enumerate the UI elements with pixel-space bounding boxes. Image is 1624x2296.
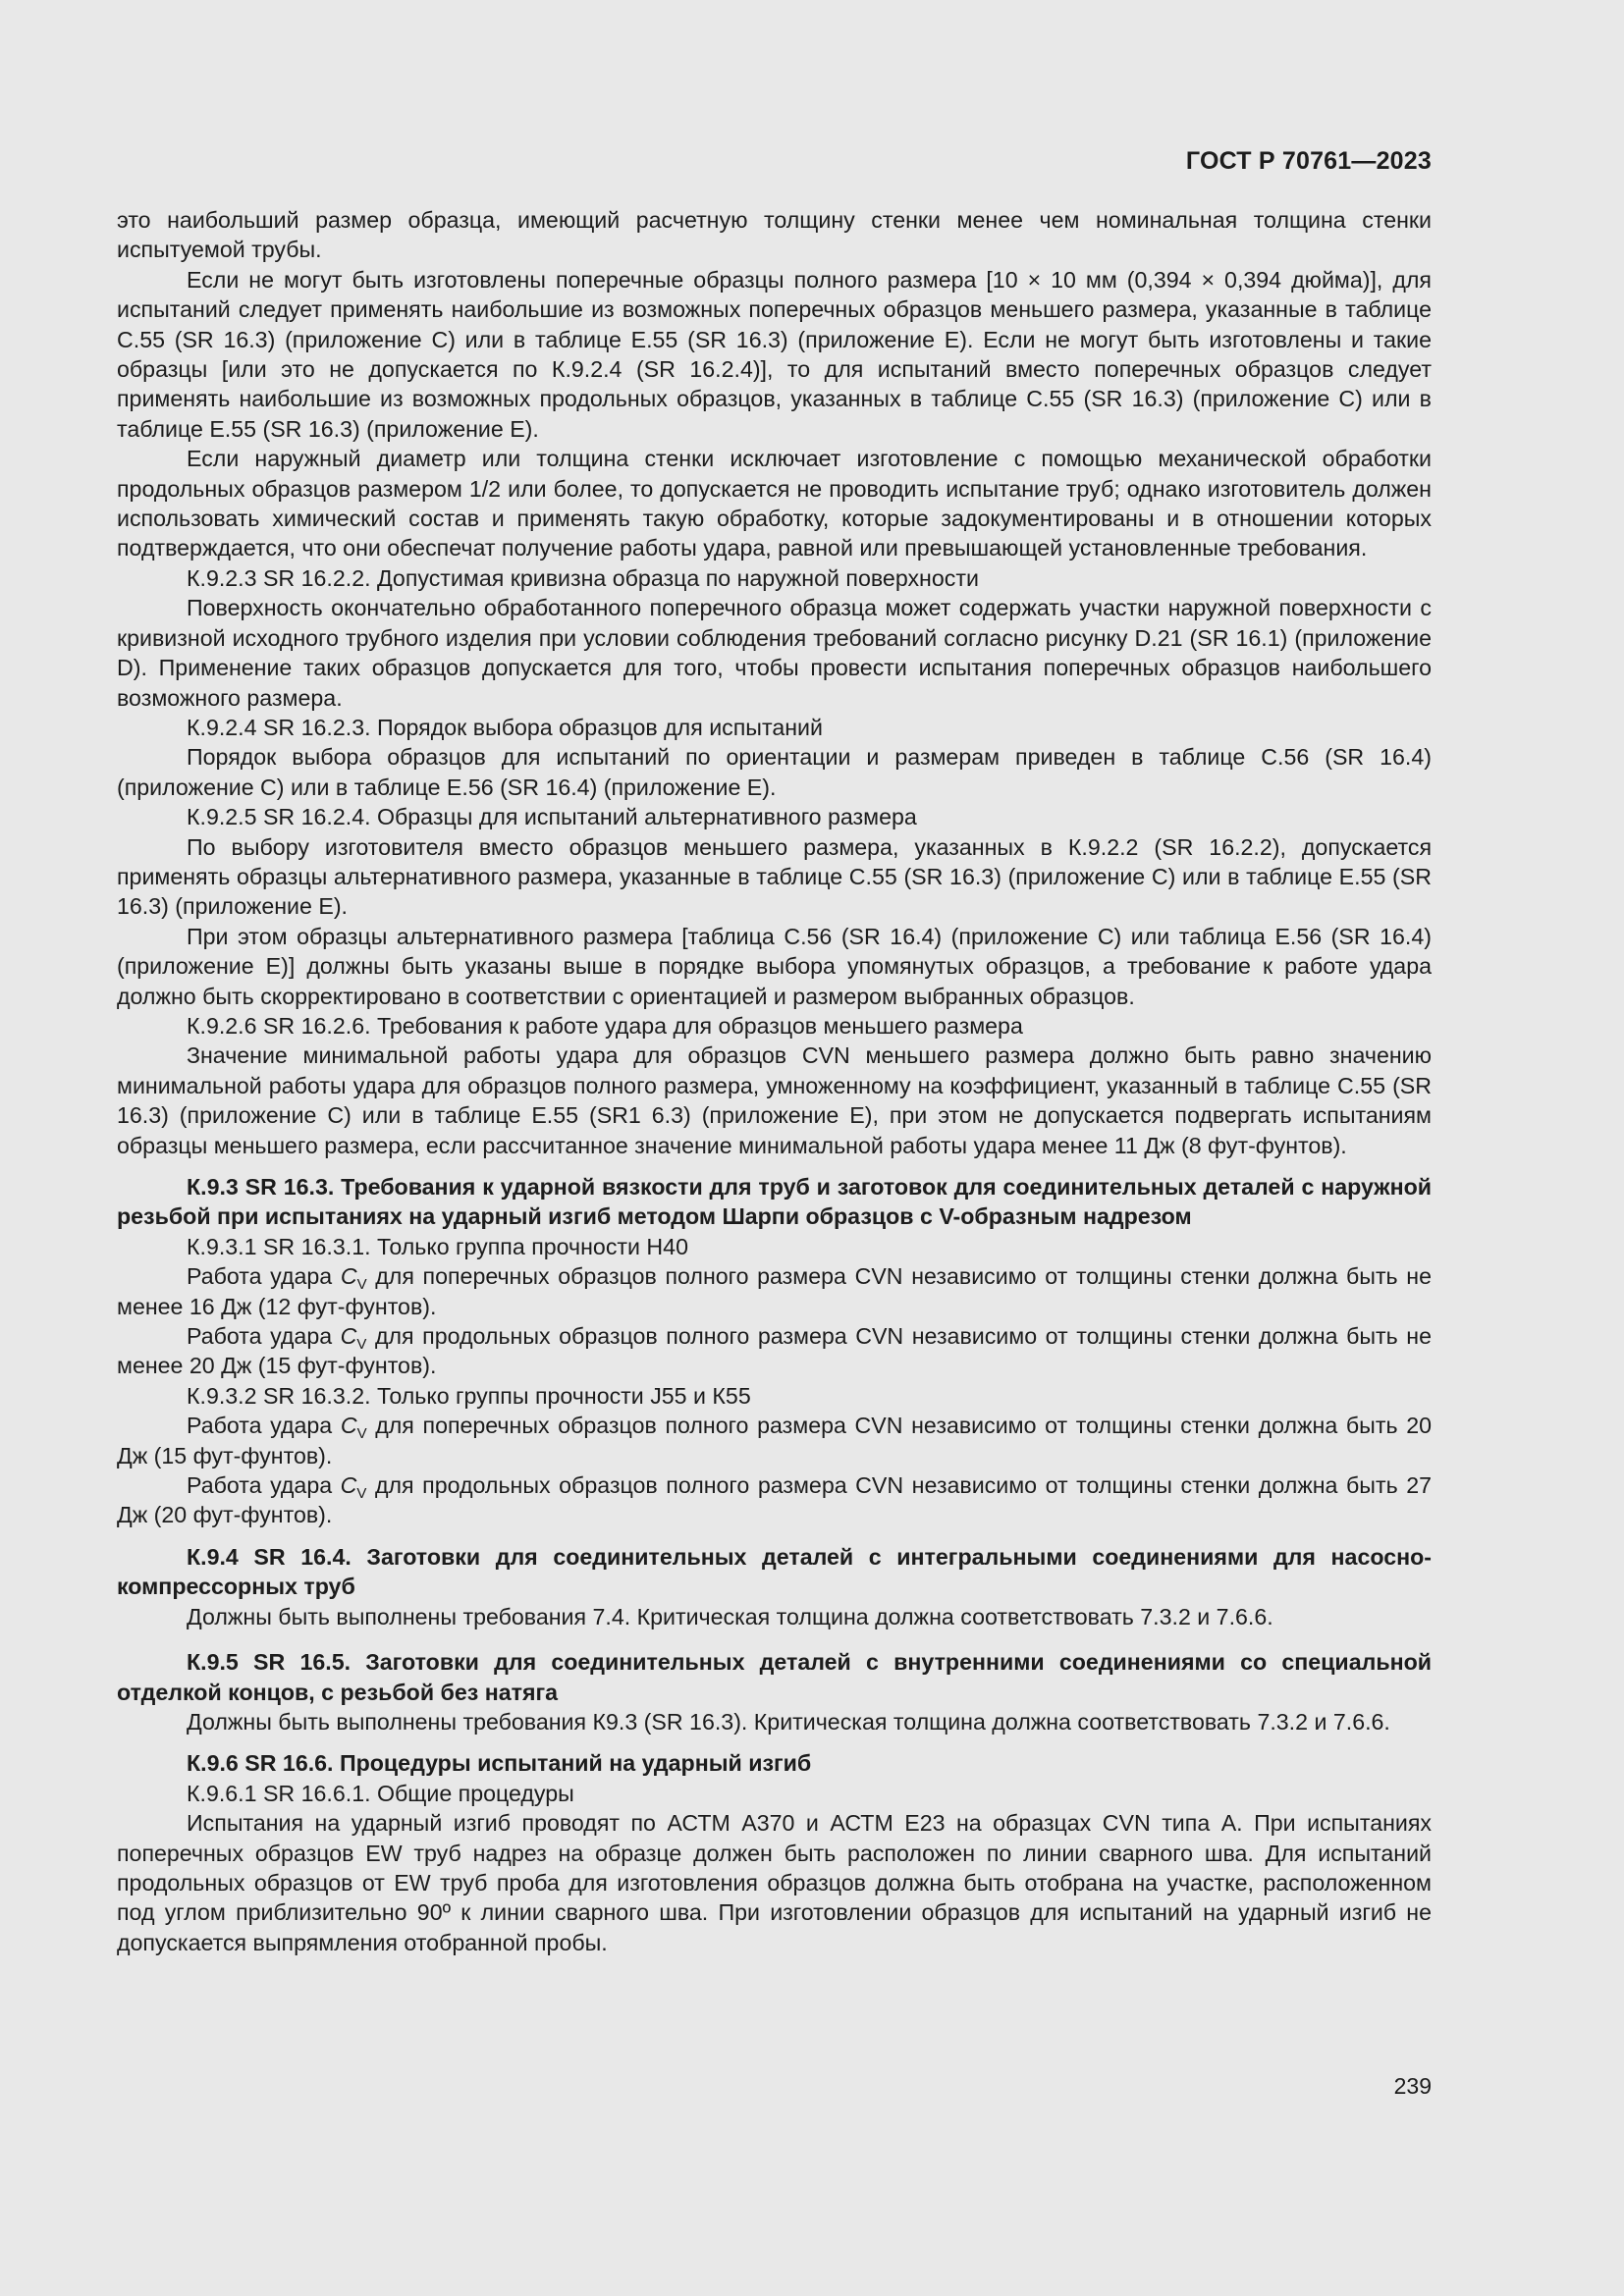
symbol-c: C (340, 1323, 357, 1350)
symbol-c: C (340, 1413, 357, 1439)
text-run: для поперечных образцов полного размера CVN независимо от толщины стенки должна быть 20 Дж (15 фут-фунтов). (117, 1413, 1432, 1468)
paragraph: Значение минимальной работы удара для образцов CVN меньшего размера должно быть равно значению минимальной работы удара для образцов полного размера, умноженному на коэффициент, указанный в таблице С.55 (SR 16.3) (приложение С) или в таблице Е.55 (SR1 6.3) (приложение Е), при этом не допускается подвергать испытаниям образцы меньшего размера, если рассчитанное значение минимальной работы удара менее 11 Дж (8 фут-фунтов). (117, 1042, 1432, 1158)
document-body (117, 205, 1432, 1957)
text-run: Работа удара (187, 1413, 341, 1439)
symbol-subscript: V (356, 1425, 367, 1443)
text-run: Работа удара (187, 1323, 341, 1350)
symbol-subscript: V (356, 1276, 367, 1294)
text-run: Работа удара (187, 1263, 341, 1290)
paragraph: Должны быть выполнены требования К9.3 (SR 16.3). Критическая толщина должна соответствовать 7.3.2 и 7.6.6. (187, 1708, 1390, 1735)
paragraph: К.9.2.5 SR 16.2.4. Образцы для испытаний альтернативного размера (187, 804, 917, 830)
paragraph: Если наружный диаметр или толщина стенки исключает изготовление с помощью механической обработки продольных образцов размером 1/2 или более, то допускается не проводить испытание труб; однако изготовитель должен использовать химический состав и применять такую обработку, которые задокументированы и в отношении которых подтверждается, что они обеспечат получение работы удара, равной или превышающей установленные требования. (117, 446, 1432, 561)
paragraph: Испытания на ударный изгиб проводят по АСТМ А370 и АСТМ Е23 на образцах CVN типа А. При испытаниях поперечных образцов EW труб надрез на образце должен быть расположен по линии сварного шва. Для испытаний продольных образцов от EW труб проба для изготовления образцов должна быть отобрана на участке, расположенном под углом приблизительно 90º к линии сварного шва. При изготовлении образцов для испытаний на ударный изгиб не допускается выпрямления отобранной пробы. (117, 1810, 1432, 1955)
paragraph: По выбору изготовителя вместо образцов меньшего размера, указанных в К.9.2.2 (SR 16.2.2), допускается применять образцы альтернативного размера, указанные в таблице С.55 (SR 16.3) (приложение С) или в таблице Е.55 (SR 16.3) (приложение Е). (117, 833, 1432, 920)
paragraph: При этом образцы альтернативного размера [таблица С.56 (SR 16.4) (приложение С) или таблица Е.56 (SR 16.4) (приложение Е)] должны быть указаны выше в порядке выбора упомянутых образцов, а требование к работе удара должно быть скорректировано в соответствии с ориентацией и размером выбранных образцов. (117, 923, 1432, 1009)
document-header: ГОСТ Р 70761—2023 (1185, 147, 1432, 175)
text-run: для поперечных образцов полного размера CVN независимо от толщины стенки должна быть не менее 16 Дж (12 фут-фунтов). (117, 1263, 1432, 1319)
paragraph: К.9.2.3 SR 16.2.2. Допустимая кривизна образца по наружной поверхности (187, 564, 979, 591)
paragraph: К.9.6.1 SR 16.6.1. Общие процедуры (187, 1780, 574, 1806)
paragraph: Если не могут быть изготовлены поперечные образцы полного размера [10 × 10 мм (0,394 × 0,394 дюйма)], для испытаний следует применять наибольшие из возможных поперечных образцов меньшего размера, указанные в таблице С.55 (SR 16.3) (приложение С) или в таблице Е.55 (SR 16.3) (приложение Е). Если не могут быть изготовлены и такие образцы [или это не допускается по К.9.2.4 (SR 16.2.4)], то для испытаний вместо поперечных образцов следует применять наибольшие из возможных продольных образцов, указанных в таблице С.55 (SR 16.3) (приложение С) или в таблице Е.55 (SR 16.3) (приложение Е). (117, 266, 1432, 442)
paragraph: К.9.2.4 SR 16.2.3. Порядок выбора образцов для испытаний (187, 714, 823, 740)
paragraph: это наибольший размер образца, имеющий расчетную толщину стенки менее чем номинальная толщина стенки испытуемой трубы. (117, 207, 1432, 263)
page-number: 239 (1393, 2073, 1432, 2099)
symbol-c: C (340, 1263, 357, 1290)
paragraph (117, 1470, 1432, 1530)
paragraph: Порядок выбора образцов для испытаний по ориентации и размерам приведен в таблице С.56 (SR 16.4) (приложение С) или в таблице Е.56 (SR 16.4) (приложение Е). (117, 744, 1432, 800)
text-run: Работа удара (187, 1472, 341, 1499)
paragraph: К.9.2.6 SR 16.2.6. Требования к работе удара для образцов меньшего размера (187, 1012, 1023, 1039)
symbol-subscript: V (356, 1485, 367, 1503)
section-heading: К.9.5 SR 16.5. Заготовки для соединительных деталей с внутренними соединениями со специальной отделкой концов, с резьбой без натяга (117, 1649, 1432, 1705)
section-heading: К.9.3 SR 16.3. Требования к ударной вязкости для труб и заготовок для соединительных деталей с наружной резьбой при испытаниях на ударный изгиб методом Шарпи образцов с V-образным надрезом (117, 1174, 1432, 1230)
section-heading: К.9.4 SR 16.4. Заготовки для соединительных деталей с интегральными соединениями для насосно-компрессорных труб (117, 1543, 1432, 1600)
paragraph: Должны быть выполнены требования 7.4. Критическая толщина должна соответствовать 7.3.2 и 7.6.6. (187, 1603, 1273, 1629)
paragraph (117, 1411, 1432, 1470)
paragraph (117, 1321, 1432, 1381)
section-heading: К.9.6 SR 16.6. Процедуры испытаний на ударный изгиб (187, 1750, 812, 1777)
symbol-subscript: V (356, 1336, 367, 1354)
paragraph: К.9.3.1 SR 16.3.1. Только группа прочности Н40 (187, 1233, 688, 1259)
paragraph (117, 1261, 1432, 1321)
symbol-c: C (340, 1472, 357, 1499)
text-run: для продольных образцов полного размера CVN независимо от толщины стенки должна быть не менее 20 Дж (15 фут-фунтов). (117, 1323, 1432, 1379)
paragraph: К.9.3.2 SR 16.3.2. Только группы прочности J55 и К55 (187, 1382, 751, 1409)
paragraph: Поверхность окончательно обработанного поперечного образца может содержать участки наружной поверхности с кривизной исходного трубного изделия при условии соблюдения требований согласно рисунку D.21 (SR 16.1) (приложение D). Применение таких образцов допускается для того, чтобы провести испытания поперечных образцов наибольшего возможного размера. (117, 595, 1432, 711)
text-run: для продольных образцов полного размера CVN независимо от толщины стенки должна быть 27 Дж (20 фут-фунтов). (117, 1472, 1432, 1528)
